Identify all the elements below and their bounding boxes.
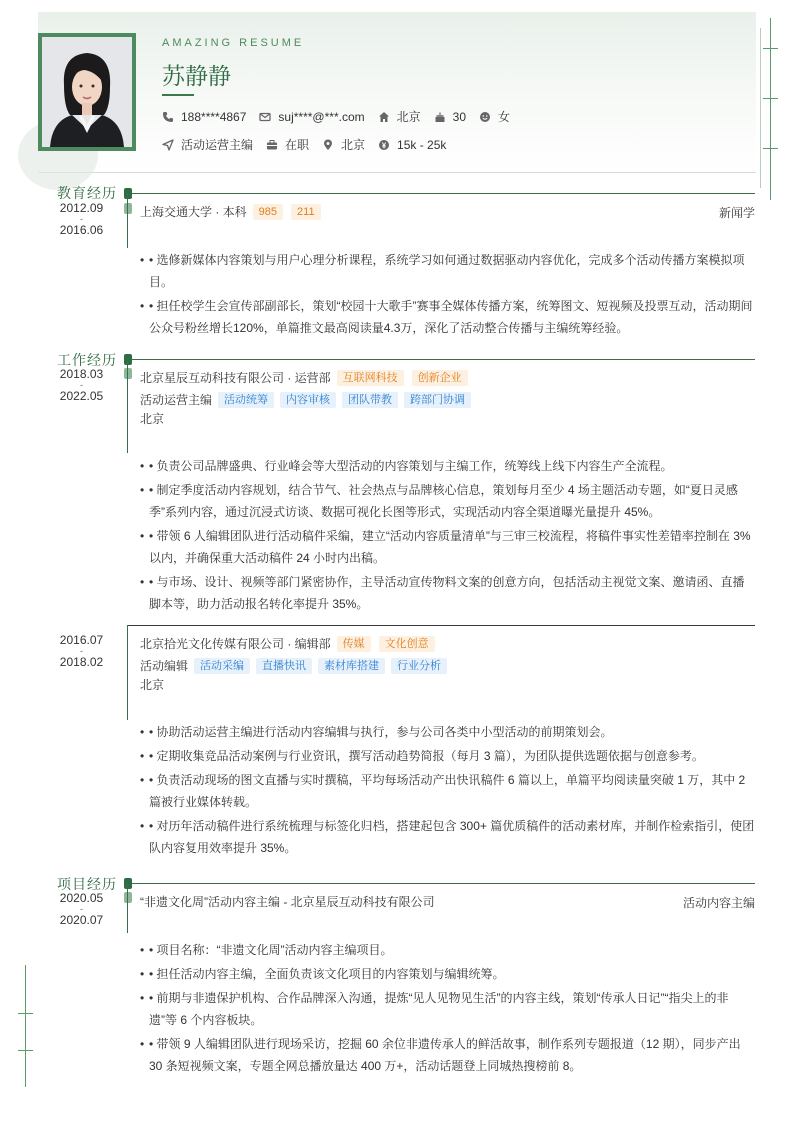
timeline-line [127, 625, 128, 720]
phone-item [162, 110, 246, 124]
decor-line [770, 18, 771, 200]
list-item: • • 担任校学生会宣传部副部长，策划“校园十大歌手”赛事全媒体传播方案，统筹图文、短视频及投票互动，活动期间公众号粉丝增长120%，单篇推文最高阅读量4.3万，深化了活动整合传播与主编统筹经验。 [140, 295, 756, 339]
name-underline [162, 94, 194, 96]
coin-icon [378, 139, 390, 151]
project-bullets [140, 939, 756, 1079]
list-item: • • 担任活动内容主编，全面负责该文化项目的内容策划与编辑统筹。 [140, 963, 756, 985]
edu-school: 上海交通大学 · 本科 [140, 205, 247, 219]
entry-rule [127, 625, 755, 626]
project-date [58, 891, 105, 927]
skill-tag: 跨部门协调 [404, 392, 471, 408]
timeline-node [124, 203, 132, 214]
edu-tag: 211 [291, 204, 321, 220]
cake-icon [434, 111, 446, 123]
list-item: • • 负责活动现场的图文直播与实时撰稿，平均每场活动产出快讯稿件 6 篇以上，单篇平均阅读量突破 1 万，其中 2 篇被行业媒体转载。 [140, 769, 756, 813]
skill-tag: 团队带教 [342, 392, 398, 408]
role-text: 活动运营主编 [181, 138, 254, 152]
decor-tick [763, 48, 778, 49]
work1-role: 活动运营主编 [140, 393, 213, 407]
avatar-frame [38, 33, 136, 151]
decor-tick [18, 1050, 33, 1051]
briefcase-icon [266, 139, 278, 151]
work2-date [58, 633, 105, 669]
age-item [434, 110, 466, 124]
avatar [42, 37, 132, 147]
skill-tag: 直播快讯 [256, 658, 312, 674]
location-pin-icon [322, 139, 334, 151]
work2-date-sep: - [80, 646, 83, 656]
mail-icon [259, 111, 271, 123]
company-tag: 传媒 [337, 636, 371, 652]
section-rule [126, 359, 755, 360]
timeline-node [124, 188, 132, 199]
work1-bullets [140, 455, 756, 617]
work2-company: 北京拾光文化传媒有限公司 · 编辑部 [140, 637, 331, 651]
work1-company: 北京星辰互动科技有限公司 · 运营部 [140, 371, 331, 385]
list-item: • • 与市场、设计、视频等部门紧密协作，主导活动宣传物料文案的创意方向，包括活动主视觉文案、邀请函、直播脚本等，助力活动报名转化率提升 35%。 [140, 571, 756, 615]
status-text: 在职 [285, 138, 310, 152]
list-item: • • 协助活动运营主编进行活动内容编辑与执行，参与公司各类中小型活动的前期策划会。 [140, 721, 756, 743]
company-tag: 文化创意 [379, 636, 435, 652]
work1-company-line [140, 369, 468, 386]
work2-role: 活动编辑 [140, 659, 189, 673]
decor-tick [763, 148, 778, 149]
candidate-name: 苏静静 [162, 64, 231, 90]
work2-start: 2016.07 [59, 633, 104, 647]
phone-icon [162, 111, 174, 123]
project-role: 活动内容主编 [682, 896, 755, 910]
status-item [266, 136, 309, 153]
work1-date [58, 367, 105, 403]
list-item: • • 对历年活动稿件进行系统梳理与标签化归档，搭建起包含 300+ 篇优质稿件的活动素材库，并制作检索指引，使团队内容复用效率提升 35%。 [140, 815, 756, 859]
decor-line [760, 28, 761, 188]
skill-tag: 素材库搭建 [318, 658, 385, 674]
list-item: • • 带领 9 人编辑团队进行现场采访，挖掘 60 余位非遗传承人的鲜活故事，制作系列专题报道（12 期），同步产出 30 条短视频文案，专题全网总播放量达 400 万+，活动话题登上同城热搜榜前 8。 [140, 1033, 756, 1077]
intent-row [162, 136, 459, 153]
city-text: 北京 [396, 110, 421, 124]
contact-row [162, 108, 523, 125]
salary-item [378, 138, 446, 152]
list-item: • • 负责公司品牌盛典、行业峰会等大型活动的内容策划与主编工作，统筹线上线下内容生产全流程。 [140, 455, 756, 477]
brand-title: AMAZING RESUME [162, 37, 305, 49]
decor-line [25, 965, 26, 1087]
resume-header [38, 12, 756, 173]
work1-start: 2018.03 [59, 367, 104, 381]
work1-role-line [140, 391, 471, 408]
project-end: 2020.07 [59, 913, 104, 927]
list-item: • • 选修新媒体内容策划与用户心理分析课程，系统学习如何通过数据驱动内容优化，完成多个活动传播方案模拟项目。 [140, 249, 756, 293]
list-item: • • 制定季度活动内容规划，结合节气、社会热点与品牌核心信息，策划每月至少 4 场主题活动专题，如“夏日灵感季”系列内容，通过沉浸式访谈、数据可视化长图等形式，实现活动内容全渠道曝光量提升 45%。 [140, 479, 756, 523]
project-title: “非遗文化周”活动内容主编 - 北京星辰互动科技有限公司 [140, 895, 435, 909]
section-title-education: 教育经历 [57, 186, 117, 202]
skill-tag: 活动统筹 [218, 392, 274, 408]
work2-role-line [140, 657, 447, 674]
phone-text: 188****4867 [181, 109, 247, 124]
work1-end: 2022.05 [59, 389, 104, 403]
home-icon [378, 111, 390, 123]
edu-major: 新闻学 [718, 206, 755, 220]
list-item: • • 前期与非遗保护机构、合作品牌深入沟通，提炼“见人见物见生活”的内容主线，策划“传承人日记”“指尖上的非遗”等 6 个内容板块。 [140, 987, 756, 1031]
email-text: suj****@***.com [278, 109, 365, 124]
work1-date-sep: - [80, 380, 83, 390]
decor-tick [18, 1013, 33, 1014]
work2-bullets [140, 721, 756, 861]
section-title-project: 项目经历 [57, 877, 117, 893]
timeline-line [127, 359, 128, 453]
decor-tick [763, 98, 778, 99]
gender-item [479, 108, 510, 125]
salary-text: 15k - 25k [397, 137, 447, 152]
edu-tag: 985 [253, 204, 283, 220]
age-text: 30 [452, 109, 466, 124]
skill-tag: 行业分析 [391, 658, 447, 674]
edu-school-line [140, 203, 321, 220]
timeline-line [127, 193, 128, 248]
list-item: • • 带领 6 人编辑团队进行活动稿件采编，建立“活动内容质量清单”与三审三校流程，将稿件事实性差错率控制在 3% 以内，并确保重大活动稿件 24 小时内出稿。 [140, 525, 756, 569]
skill-tag: 内容审核 [280, 392, 336, 408]
gender-text: 女 [498, 110, 511, 124]
company-tag: 创新企业 [412, 370, 468, 386]
skill-tag: 活动采编 [194, 658, 250, 674]
edu-end: 2016.06 [59, 223, 104, 237]
section-rule [126, 883, 755, 884]
list-item: • • 定期收集竞品活动案例与行业资讯，撰写活动趋势简报（每月 3 篇），为团队提供选题依据与创意参考。 [140, 745, 756, 767]
timeline-node [124, 368, 132, 379]
edu-date [58, 201, 105, 237]
edu-date-sep: - [80, 214, 83, 224]
edu-bullets [140, 249, 756, 341]
edu-start: 2012.09 [59, 201, 104, 215]
role-item [162, 136, 253, 153]
timeline-node [124, 354, 132, 365]
work2-end: 2018.02 [59, 655, 104, 669]
smile-icon [479, 111, 491, 123]
company-tag: 互联网科技 [337, 370, 404, 386]
location-text: 北京 [341, 138, 366, 152]
section-title-work: 工作经历 [57, 353, 117, 369]
work1-city: 北京 [140, 412, 165, 426]
work2-city: 北京 [140, 678, 165, 692]
section-rule [126, 193, 755, 194]
work2-company-line [140, 635, 435, 652]
project-date-sep: - [80, 904, 83, 914]
list-item: • • 项目名称：“非遗文化周”活动内容主编项目。 [140, 939, 756, 961]
timeline-node [124, 892, 132, 903]
send-icon [162, 139, 174, 151]
project-start: 2020.05 [59, 891, 104, 905]
location-item [322, 136, 365, 153]
timeline-node [124, 878, 132, 889]
city-item [378, 108, 421, 125]
timeline-line [127, 883, 128, 933]
email-item [259, 110, 364, 124]
